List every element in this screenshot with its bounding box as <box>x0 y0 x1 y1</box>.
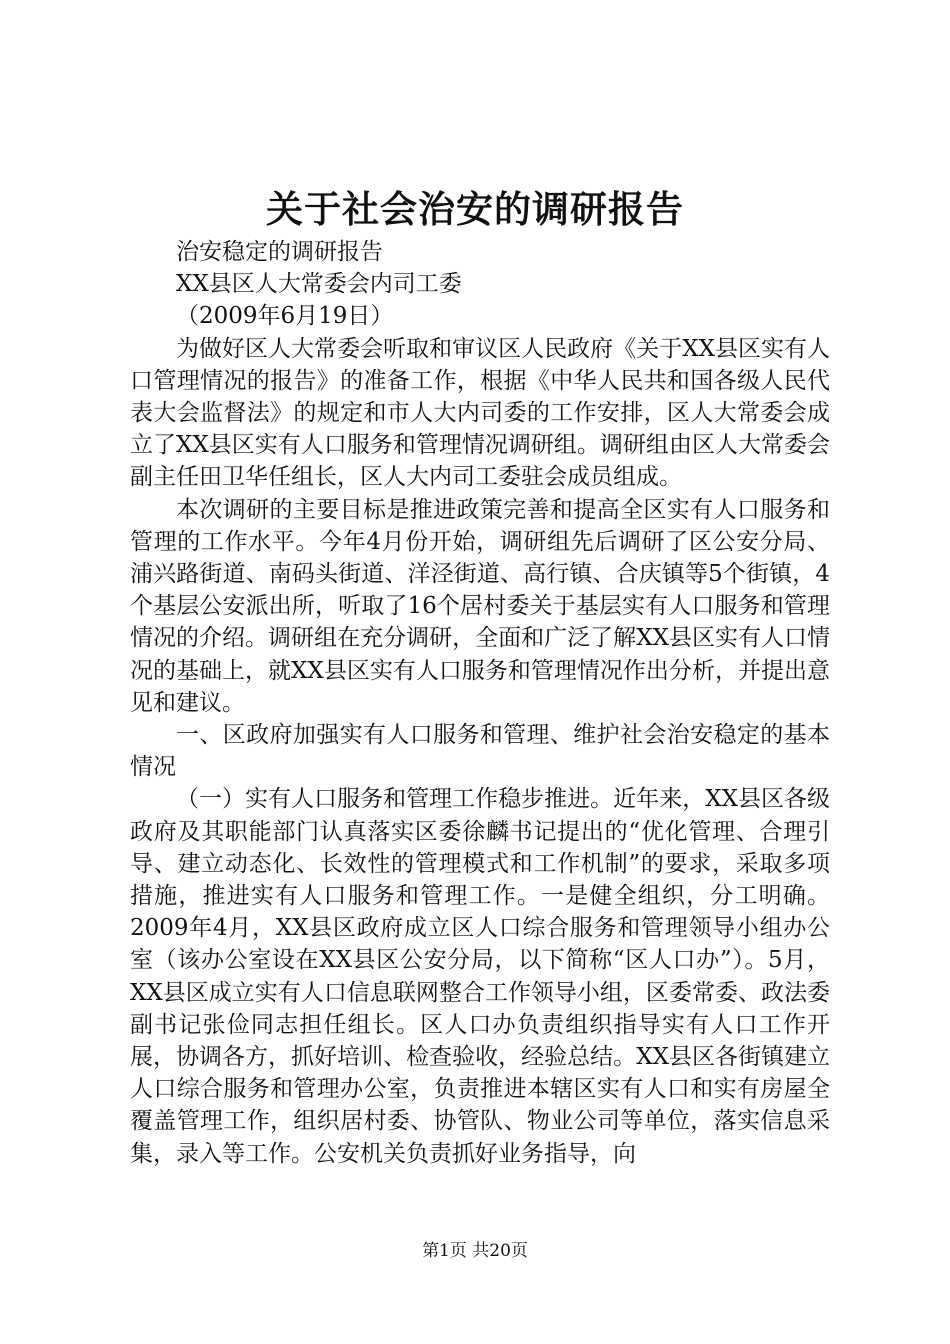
paragraph: 本次调研的主要目标是推进政策完善和提高全区实有人口服务和管理的工作水平。今年4月份开始，调研组先后调研了区公安分局、浦兴路街道、南码头街道、洋泾街道、高行镇、合庆镇等5个街镇，4个基层公安派出所，听取了16个居村委关于基层实有人口服务和管理情况的介绍。调研组在充分调研，全面和广泛了解XX县区实有人口情况的基础上，就XX县区实有人口服务和管理情况作出分析，并提出意见和建议。 <box>130 496 830 716</box>
author-line: XX县区人大常委会内司工委 <box>176 271 462 298</box>
page-footer: 第1页 共20页 <box>422 1241 528 1261</box>
section-heading: 一、区政府加强实有人口服务和管理、维护社会治安稳定的基本情况 <box>130 722 830 781</box>
subtitle: 治安稳定的调研报告 <box>176 239 383 265</box>
paragraph: 为做好区人大常委会听取和审议区人民政府《关于XX县区实有人口管理情况的报告》的准备工作，根据《中华人民共和国各级人民代表大会监督法》的规定和市人大内司委的工作安排，区人大常委会成立了XX县区实有人口服务和管理情况调研组。调研组由区人大常委会副主任田卫华任组长，区人大内司工委驻会成员组成。 <box>130 335 830 491</box>
date-line: （2009年6月19日） <box>176 303 394 330</box>
paragraph: （一）实有人口服务和管理工作稳步推进。近年来，XX县区各级政府及其职能部门认真落实区委徐麟书记提出的“优化管理、合理引导、建立动态化、长效性的管理模式和工作机制”的要求，采取多项措施，推进实有人口服务和管理工作。一是健全组织，分工明确。2009年4月，XX县区政府成立区人口综合服务和管理领导小组办公室（该办公室设在XX县区公安分局，以下简称“区人口办”）。5月，XX县区成立实有人口信息联网整合工作领导小组，区委常委、政法委副书记张俭同志担任组长。区人口办负责组织指导实有人口工作开展，协调各方，抓好培训、检查验收，经验总结。XX县区各街镇建立人口综合服务和管理办公室，负责推进本辖区实有人口和实有房屋全覆盖管理工作，组织居村委、协管队、物业公司等单位，落实信息采集，录入等工作。公安机关负责抓好业务指导，向 <box>130 786 830 1167</box>
document-title: 关于社会治安的调研报告 <box>266 187 684 231</box>
document-body <box>130 236 830 1170</box>
